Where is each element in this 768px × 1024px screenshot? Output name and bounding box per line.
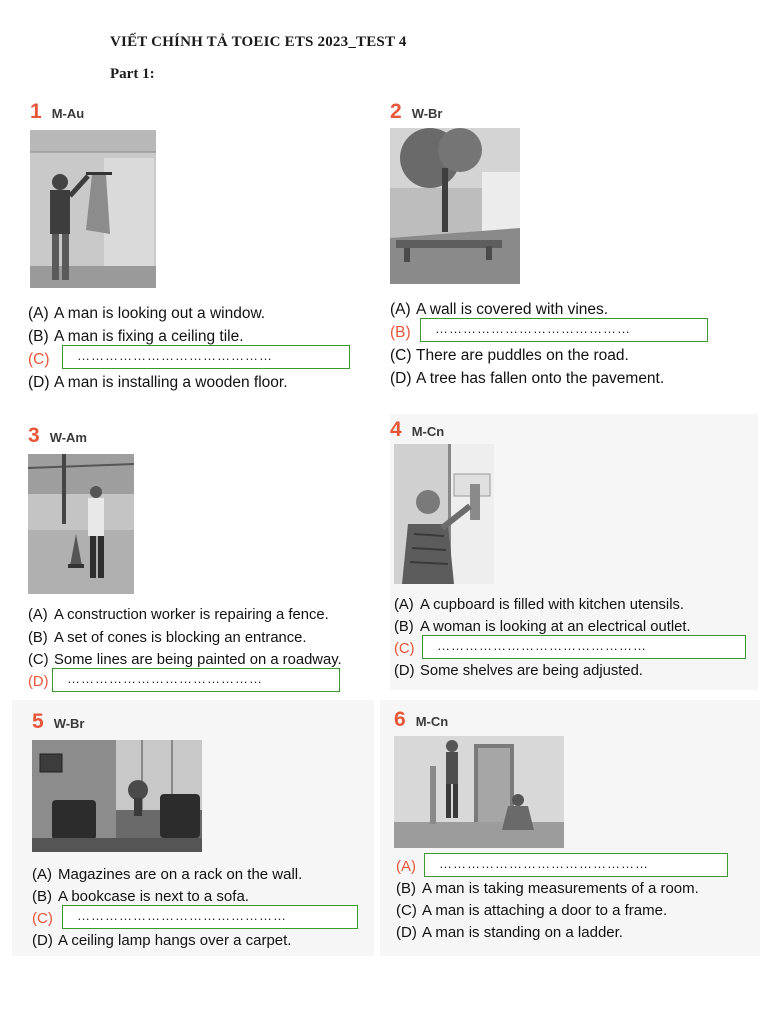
option-b: (B) A man is taking measurements of a room. <box>396 880 699 897</box>
answer-blank[interactable]: …………………………………… <box>62 345 350 369</box>
photo-worker-with-cones <box>28 454 134 594</box>
option-b: (B) A woman is looking at an electrical outlet. <box>394 619 691 635</box>
option-c: (C) Some lines are being painted on a roadway. <box>28 652 342 668</box>
option-d: (D) A tree has fallen onto the pavement. <box>390 370 665 387</box>
speaker-label: W-Br <box>53 716 85 731</box>
photo-woman-at-cabinet <box>394 444 494 584</box>
option-d: (D) A man is installing a wooden floor. <box>28 374 288 391</box>
option-c: (C) A man is attaching a door to a frame. <box>396 902 668 919</box>
question-number: 3 <box>28 424 40 447</box>
option-b: (B) A man is fixing a ceiling tile. <box>28 328 244 345</box>
option-c: (C) ……………………………………… <box>394 638 691 660</box>
photo-lobby-sofa <box>32 740 202 852</box>
option-c: (C) There are puddles on the road. <box>390 347 629 364</box>
option-d: (D) Some shelves are being adjusted. <box>394 663 643 679</box>
option-b: (B) A set of cones is blocking an entrance. <box>28 630 307 646</box>
document-title: VIẾT CHÍNH TẢ TOEIC ETS 2023_TEST 4 <box>110 34 407 50</box>
photo-tree-bench <box>390 128 520 284</box>
option-a: (A) A man is looking out a window. <box>28 305 266 322</box>
option-d: (D) …………………………………… <box>28 671 342 694</box>
answer-blank[interactable]: ……………………………………… <box>422 635 746 659</box>
option-a: (A) Magazines are on a rack on the wall. <box>32 866 303 883</box>
question-number: 6 <box>394 708 406 731</box>
question-1 <box>28 100 368 400</box>
photo-men-working-room <box>394 736 564 848</box>
speaker-label: M-Au <box>51 106 85 121</box>
answer-blank[interactable]: ……………………………………… <box>62 905 358 929</box>
option-c: (C) …………………………………… <box>28 348 288 371</box>
option-b: (B) A bookcase is next to a sofa. <box>32 888 249 905</box>
photo-man-hanging-coat <box>30 130 156 288</box>
option-a: (A) A wall is covered with vines. <box>390 301 609 318</box>
option-a[interactable]: (A) ……………………………………… <box>396 856 699 878</box>
answer-blank[interactable]: ……………………………………… <box>424 853 728 877</box>
option-a: (A) A cupboard is filled with kitchen utensils. <box>394 597 685 613</box>
speaker-label: M-Cn <box>411 424 445 439</box>
question-4 <box>390 414 758 690</box>
option-d: (D) A ceiling lamp hangs over a carpet. <box>32 932 292 949</box>
question-2 <box>390 100 750 400</box>
option-b: (B) …………………………………… <box>390 321 664 344</box>
answer-blank[interactable]: …………………………………… <box>420 318 708 342</box>
question-number: 1 <box>30 100 42 123</box>
option-d: (D) A man is standing on a ladder. <box>396 924 623 941</box>
speaker-label: W-Br <box>411 106 443 121</box>
question-number: 4 <box>390 418 402 441</box>
part-label: Part 1: <box>110 66 155 82</box>
question-number: 2 <box>390 100 402 123</box>
option-c: (C) ……………………………………… <box>32 908 302 930</box>
option-a: (A) A construction worker is repairing a fence. <box>28 607 329 623</box>
answer-blank[interactable]: …………………………………… <box>52 668 340 692</box>
speaker-label: M-Cn <box>415 714 449 729</box>
question-number: 5 <box>32 710 44 733</box>
question-3 <box>28 424 378 694</box>
question-6 <box>380 700 760 956</box>
speaker-label: W-Am <box>49 430 87 445</box>
question-5 <box>12 700 374 956</box>
